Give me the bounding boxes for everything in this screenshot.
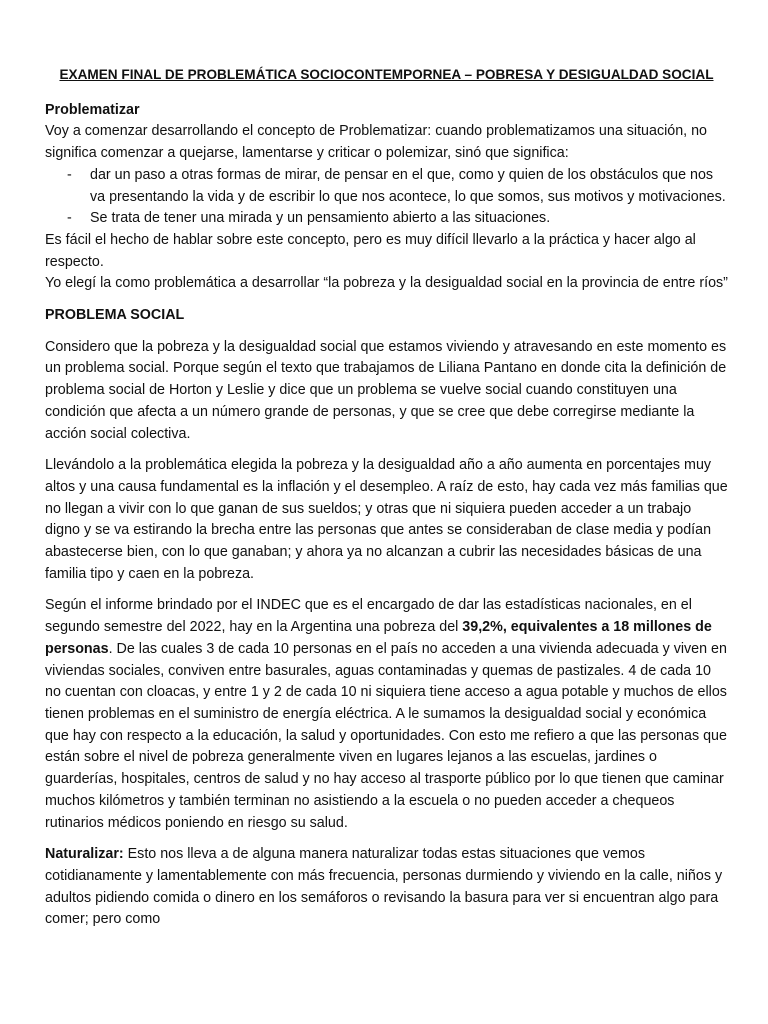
list-item: - dar un paso a otras formas de mirar, de pensar en el que, como y quien de los obstáculos que nos va presentando la vida y de escribir lo que nos acontece, lo que somos, sus motivos y motivaciones.: [45, 165, 728, 208]
poverty-statistic: 39,2%, equivalentes a 18 millones de personas: [45, 619, 712, 657]
bullet-list: [45, 165, 728, 230]
paragraph-text: Esto nos lleva a de alguna manera naturalizar todas estas situaciones que vemos cotidianamente y lamentablemente con más frecuencia, personas durmiendo y viviendo en la calle, niños y adultos pidiendo comida o dinero en los semáforos o revisando la basura para ver si encuentran algo para comer; pero como: [45, 846, 723, 928]
term-label: Naturalizar:: [45, 846, 124, 863]
paragraph: Considero que la pobreza y la desigualdad social que estamos viviendo y atravesando en este momento es un problema social. Porque según el texto que trabajamos de Liliana Pantano en donde cita la definición de problema social de Horton y Leslie y dice que un problema se vuelve social cuando constituyen una condición que afecta a un número grande de personas, y que se cree que debe corregirse mediante la acción social colectiva.: [45, 338, 727, 442]
paragraph-text: . De las cuales 3 de cada 10 personas en el país no acceden a una vivienda adecuada y viven en viviendas sociales, conviven entre basurales, aguas contaminadas y quemas de pastizales. 4 de cada 10 no cuentan con cloacas, y entre 1 y 2 de cada 10 ni siquiera tiene acceso a agua potable y muchos de ellos tienen problemas en el suministro de energía eléctrica. A le sumamos la desigualdad social y económica que hay con respecto a la educación, la salud y oportunidades. Con esto me refiero a que las personas que están sobre el nivel de pobreza generalmente viven en lugares lejanos a las escuelas, jardines o guarderías, hospitales, centros de salud y no hay acceso al trasporte público por lo que tienen que caminar muchos kilómetros y también terminan no asistiendo a la escuela o no pueden acceder a chequeos rutinarios médicos poniendo en riesgo su salud.: [45, 640, 727, 831]
section-heading-problema-social: PROBLEMA SOCIAL: [45, 307, 185, 324]
paragraph: Llevándolo a la problemática elegida la pobreza y la desigualdad año a año aumenta en porcentajes muy altos y una causa fundamental es la inflación y el desempleo. A raíz de esto, hay cada vez más familias que no llegan a vivir con lo que ganan de sus sueldos; y otras que ni siquiera pueden acceder a un trabajo digno y se va estirando la brecha entre las personas que antes se consideraban de clase media y podían abastecerse bien, con lo que ganaban; y ahora ya no alcanzan a cubrir las necesidades básicas de una familia tipo y caen en la pobreza.: [45, 457, 728, 582]
paragraph-text: Según el informe brindado por el INDEC que es el encargado de dar las estadísticas nacionales, en el segundo semestre del 2022, hay en la Argentina una pobreza del: [45, 597, 692, 636]
paragraph-naturalizar: [45, 844, 728, 931]
intro-paragraph: Voy a comenzar desarrollando el concepto de Problematizar: cuando problematizamos una situación, no significa comenzar a quejarse, lamentarse y criticar o polemizar, sinó que significa:: [45, 123, 708, 162]
document-title: EXAMEN FINAL DE PROBLEMÁTICA SOCIOCONTEMPORNEA – POBRESA Y DESIGUALDAD SOCIAL: [59, 67, 714, 82]
section-heading-problematizar: Problematizar: [45, 101, 140, 118]
paragraph-indec: [45, 595, 728, 834]
list-item: - Se trata de tener una mirada y un pensamiento abierto a las situaciones.: [45, 208, 728, 230]
paragraph-line: Yo elegí la como problemática a desarrollar “la pobreza y la desigualdad social en la provincia de entre ríos”: [45, 275, 728, 292]
paragraph-line: Es fácil el hecho de hablar sobre este concepto, pero es muy difícil llevarlo a la práctica y hacer algo al respecto.: [45, 231, 696, 270]
